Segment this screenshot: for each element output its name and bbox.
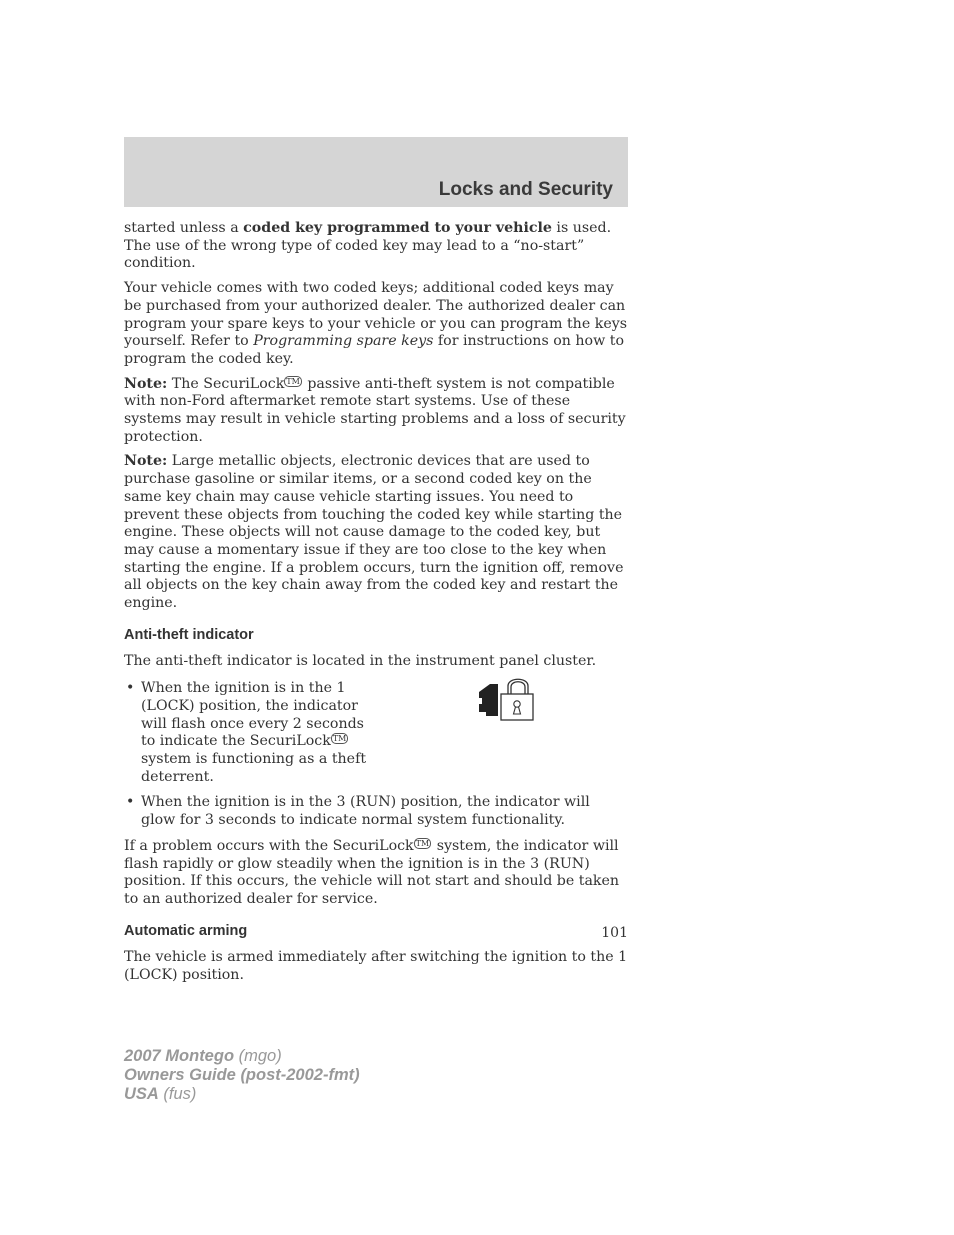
document-footer: 2007 Montego (mgo) Owners Guide (post-2002-fmt) USA (fus) bbox=[124, 1047, 360, 1103]
section-header bbox=[124, 137, 628, 207]
list-item: • When the ignition is in the 3 (RUN) position, the indicator will glow for 3 seconds to indicate normal system functionality. bbox=[124, 794, 628, 829]
trademark-mark: TM bbox=[332, 734, 347, 744]
section-title: Locks and Security bbox=[438, 179, 613, 200]
anti-theft-heading: Anti-theft indicator bbox=[124, 626, 254, 643]
trademark-mark: TM bbox=[415, 838, 430, 848]
cross-reference: Programming spare keys bbox=[253, 333, 434, 350]
page-number: 101 bbox=[601, 925, 628, 941]
automatic-arming-text: The vehicle is armed immediately after switching the ignition to the 1 (LOCK) position. bbox=[124, 949, 628, 984]
remote-start-note: Note: The SecuriLock ™ passive anti-theft system is not compatible with non-Ford aftermarket remote start systems. Use of these systems may result in vehicle starting problems and a loss of security protection. bbox=[124, 375, 626, 445]
indicator-behavior-list bbox=[124, 680, 628, 830]
list-item: • When the ignition is in the 1 (LOCK) position, the indicator will flash once every 2 seconds to indicate the SecuriLock ™ system is functioning as a theft deterrent. bbox=[124, 680, 628, 786]
car-padlock-icon bbox=[476, 672, 538, 724]
automatic-arming-heading: Automatic arming bbox=[124, 922, 248, 939]
trademark-mark: TM bbox=[286, 376, 300, 386]
anti-theft-intro: The anti-theft indicator is located in the instrument panel cluster. bbox=[124, 653, 597, 670]
problem-paragraph: If a problem occurs with the SecuriLock ™ system, the indicator will flash rapidly or glow steadily when the ignition is in the 3 (RUN) position. If this occurs, the vehicle will not start and should be taken to an authorized dealer for service. bbox=[124, 837, 620, 907]
metallic-objects-note: Note: Large metallic objects, electronic devices that are used to purchase gasoline or similar items, or a second coded key on the same key chain may cause vehicle starting issues. You need to prevent these objects from touching the coded key while starting the engine. These objects will not cause damage to the coded key, but may cause a momentary issue if they are too close to the key when starting the engine. If a problem occurs, turn the ignition off, remove all objects on the key chain away from the coded key and restart the engine. bbox=[124, 453, 624, 612]
spare-keys-paragraph: Your vehicle comes with two coded keys; additional coded keys may be purchased from your authorized dealer. The authorized dealer can program your spare keys to your vehicle or you can program the keys yourself. Refer to Programming spare keys for instructions on how to program the coded key. bbox=[124, 280, 628, 367]
coded-key-paragraph: started unless a coded key programmed to your vehicle is used. The use of the wrong type of coded key may lead to a “no-start” condition. bbox=[124, 220, 612, 272]
page-content bbox=[124, 220, 628, 992]
